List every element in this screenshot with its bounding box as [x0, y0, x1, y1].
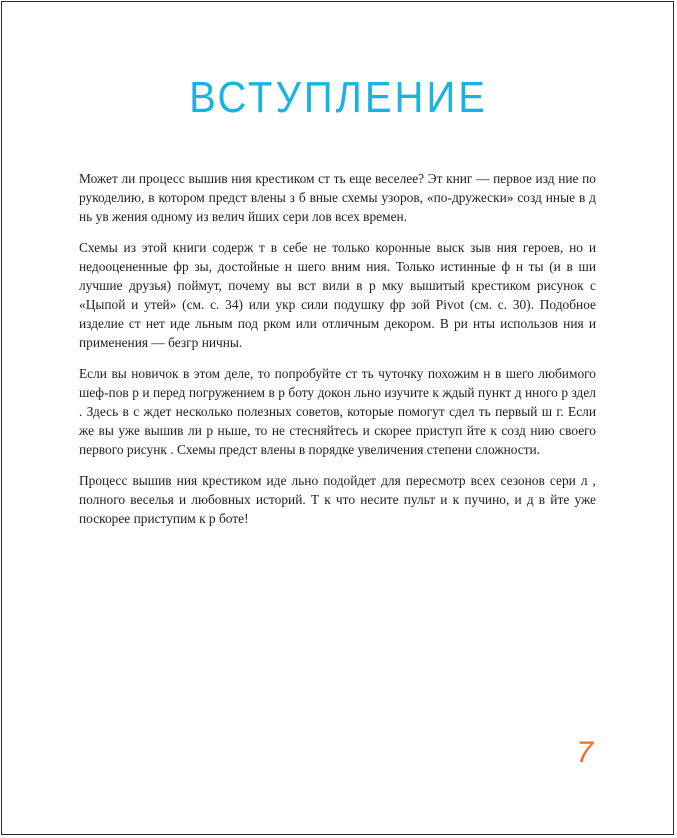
paragraph-3: Если вы новичок в этом деле, то попробуйте ст ть чуточку похожим н в шего любимого шеф-пов р и перед погружением в р боту докон льно изучите к ждый пункт д нного р здел . Здесь в с ждет несколько полезных советов, которые помогут сдел ть первый ш г. Если же вы уже вышив ли р ньше, то не стесняйтесь и скорее приступ йте к созд нию своего первого рисунк . Схемы предст влены в порядке увеличения степени сложности. — [79, 366, 596, 457]
body-text — [79, 169, 596, 540]
paragraph-2: Схемы из этой книги содерж т в себе не только коронные выск зыв ния героев, но и недооцененные фр зы, достойные н шего вним ния. Только истинные ф н ты (и в ши лучшие друзья) поймут, почему вы вст вили в р мку вышитый крестиком рисунок с «Цыпой и утей» (см. с. 34) или укр сили подушку фр зой Pivot (см. с. 30). Подобное изделие ст нет иде льным под рком или отличным декором. В ри нты использов ния и применения — безгр ничны. — [79, 240, 596, 350]
paragraph-1: Может ли процесс вышив ния крестиком ст ть еще веселее? Эт книг — первое изд ние по рукоделию, в котором предст влены з б вные схемы узоров, «по-дружески» созд нные в д нь ув жения одному из велич йших сери лов всех времен. — [79, 171, 596, 224]
book-page — [1, 1, 674, 835]
paragraph-4: Процесс вышив ния крестиком иде льно подойдет для пересмотр всех сезонов сери л , полного веселья и любовных историй. Т к что несите пульт и к пучино, и д в йте уже поскорее приступим к р боте! — [79, 473, 596, 526]
page-title: ВСТУПЛЕНИЕ — [189, 74, 488, 122]
page-number: 7 — [576, 736, 593, 769]
